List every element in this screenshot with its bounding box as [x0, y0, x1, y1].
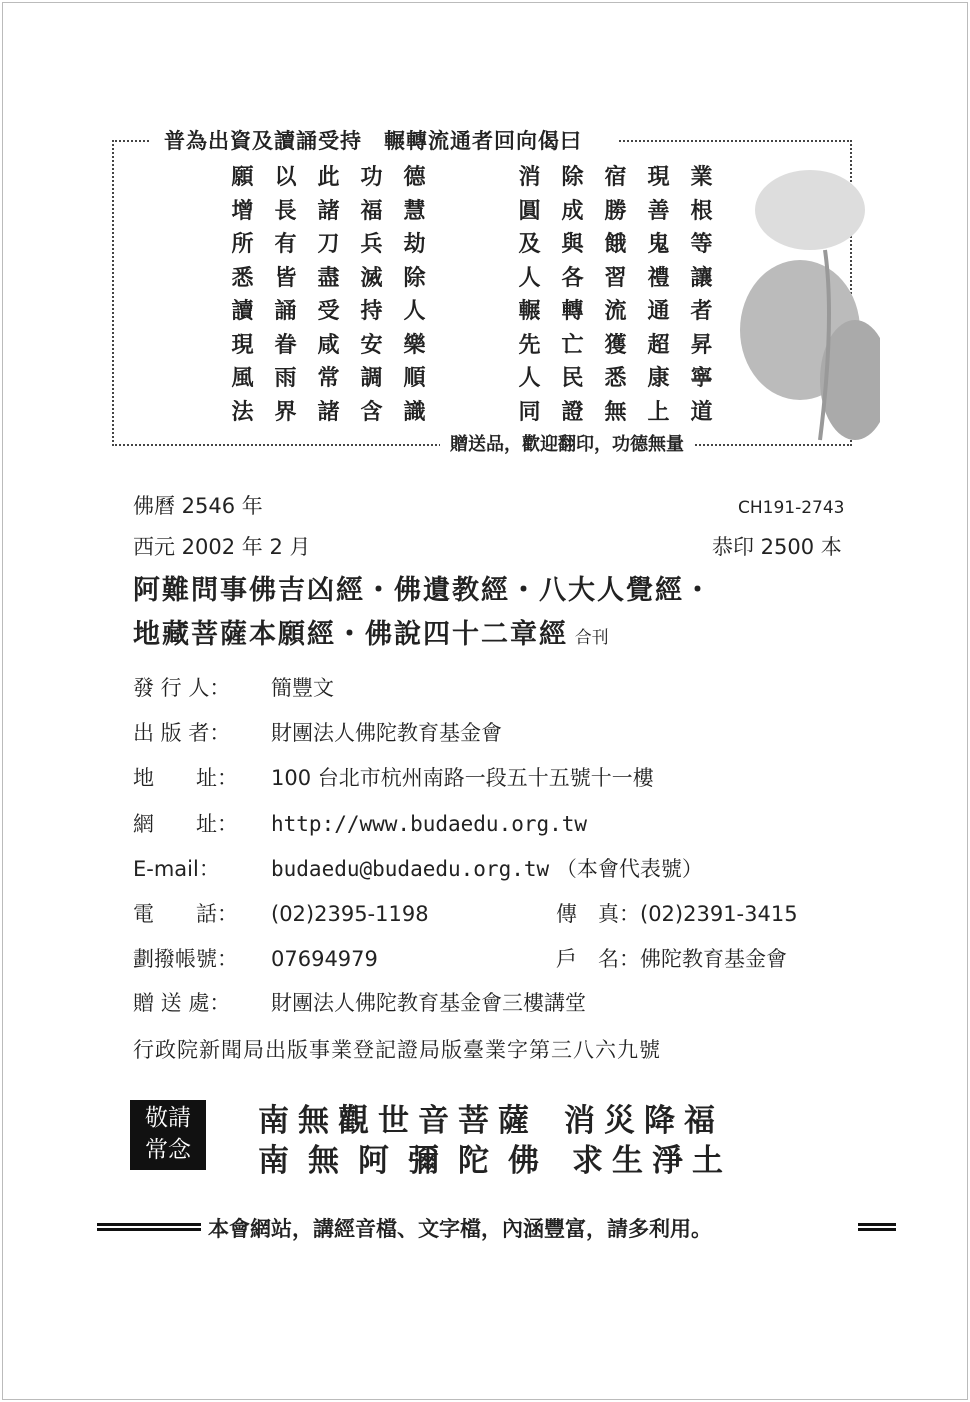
bottom-note: 本會網站，講經音檔、文字檔，內涵豐富，請多利用。 [208, 1217, 712, 1241]
distribution-row: 贈 送 處： 財團法人佛陀教育基金會三樓講堂 [133, 991, 586, 1015]
recite-badge: 敬請 常念 [130, 1100, 206, 1170]
publisher-person-row: 發 行 人： 簡豐文 [133, 676, 334, 700]
verse-line: 所 有 刀 兵 劫 [231, 231, 426, 257]
verse-line: 先 亡 獲 超 昇 [518, 331, 713, 358]
account-row: 劃撥帳號： 07694979 [133, 947, 378, 971]
verse-line: 悉 皆 盡 滅 除 [231, 264, 426, 291]
verse-footer: 贈送品，歡迎翻印，功德無量 [440, 430, 694, 456]
website-row: 網 址： http://www.budaedu.org.tw [133, 812, 588, 836]
address-row: 地 址： 100 台北市杭州南路一段五十五號十一樓 [133, 766, 654, 790]
book-title-line2: 地藏菩薩本願經・佛說四十二章經 [133, 619, 568, 650]
verse-line: 消 除 宿 現 業 [518, 164, 713, 190]
lotus-flower-illustration [740, 150, 880, 450]
verse-line: 法 界 諸 含 識 [231, 398, 426, 425]
right-rule [858, 1223, 896, 1231]
verse-line: 願 以 此 功 德 [231, 164, 426, 190]
account-name-row: 戶 名：佛陀教育基金會 [556, 947, 787, 971]
book-title-line1: 阿難問事佛吉凶經・佛遺教經・八大人覺經・ [133, 575, 713, 606]
book-code: CH191-2743 [738, 498, 845, 518]
print-run: 恭印 2500 本 [712, 535, 842, 559]
western-date: 西元 2002 年 2 月 [133, 535, 311, 559]
verse-title: 普為出資及讀誦受持 輾轉流通者回向偈曰 [150, 125, 618, 155]
chant-line2: 南無阿彌陀佛 求生淨土 [258, 1143, 732, 1179]
email-row: E-mail： budaedu@budaedu.org.tw （本會代表號） [133, 857, 703, 881]
verse-line: 風 雨 常 調 順 [231, 365, 426, 391]
email-link[interactable]: budaedu@budaedu.org.tw [271, 857, 550, 881]
left-rule [97, 1223, 201, 1231]
verse-line: 輾 轉 流 通 者 [518, 298, 713, 324]
verse-line: 現 眷 咸 安 樂 [231, 331, 426, 358]
verse-line: 人 民 悉 康 寧 [518, 365, 713, 391]
registration: 行政院新聞局出版事業登記證局版臺業字第三八六九號 [133, 1038, 661, 1062]
verse-line: 人 各 習 禮 讓 [518, 264, 713, 291]
fax-row: 傳 真：(02)2391-3415 [556, 902, 798, 926]
verse-line: 讀 誦 受 持 人 [231, 298, 426, 324]
chant-line1: 南無觀世音菩薩 消災降福 [258, 1103, 724, 1139]
phone-row: 電 話： (02)2395-1198 [133, 902, 429, 926]
title-suffix: 合刊 [574, 628, 609, 648]
verse-line: 圓 成 勝 善 根 [518, 197, 713, 224]
verse-line: 及 與 餓 鬼 等 [518, 231, 713, 257]
verse-line: 增 長 諸 福 慧 [231, 197, 426, 224]
buddhist-year: 佛曆 2546 年 [133, 494, 263, 518]
verse-line: 同 證 無 上 道 [518, 398, 713, 425]
publisher-row: 出 版 者： 財團法人佛陀教育基金會 [133, 721, 502, 745]
website-link[interactable]: http://www.budaedu.org.tw [271, 812, 588, 836]
